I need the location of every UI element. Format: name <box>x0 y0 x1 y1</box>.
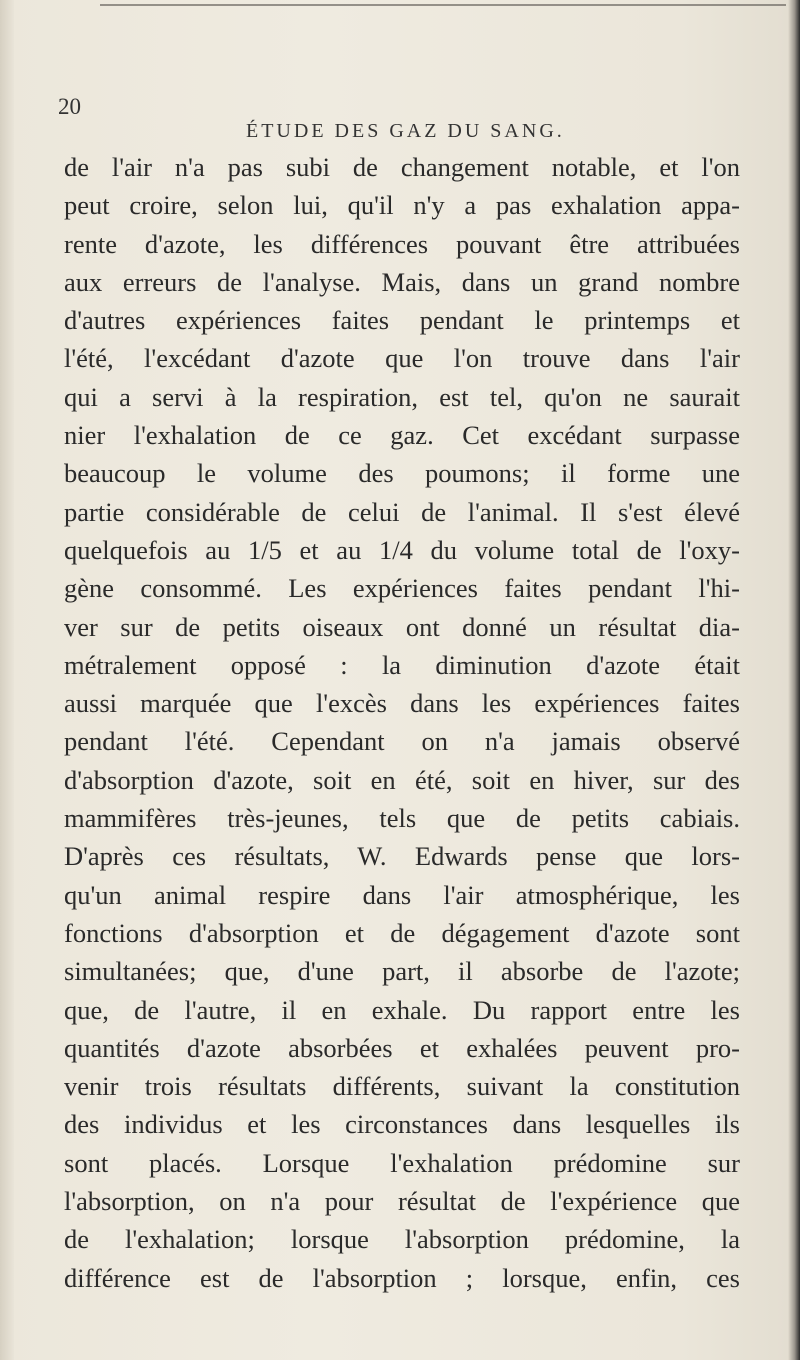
text-line: qu'un animal respire dans l'air atmosphérique, les <box>64 879 740 910</box>
text-line: pendant l'été. Cependant on n'a jamais observé <box>64 726 740 757</box>
text-line: gène consommé. Les expériences faites pendant l'hi- <box>64 573 740 604</box>
page-number: 20 <box>58 94 81 119</box>
page-top-edge <box>100 4 786 6</box>
text-line: beaucoup le volume des poumons; il forme une <box>64 458 740 489</box>
text-line: rente d'azote, les différences pouvant être attribuées <box>64 228 740 259</box>
text-line: de l'exhalation; lorsque l'absorption prédomine, la <box>64 1224 740 1255</box>
text-line: métralement opposé : la diminution d'azote était <box>64 649 740 680</box>
text-line: des individus et les circonstances dans lesquelles ils <box>64 1109 740 1140</box>
page-binding-shadow <box>788 0 800 1360</box>
text-line: différence est de l'absorption ; lorsque, enfin, ces <box>64 1262 740 1293</box>
text-line: ver sur de petits oiseaux ont donné un résultat dia- <box>64 611 740 642</box>
running-head: ÉTUDE DES GAZ DU SANG. <box>246 120 565 142</box>
text-line: sont placés. Lorsque l'exhalation prédomine sur <box>64 1147 740 1178</box>
body-text <box>64 148 740 1297</box>
text-line: partie considérable de celui de l'animal. Il s'est élevé <box>64 496 740 527</box>
text-line: nier l'exhalation de ce gaz. Cet excédant surpasse <box>64 420 740 451</box>
text-line: D'après ces résultats, W. Edwards pense que lors- <box>64 841 740 872</box>
text-line: venir trois résultats différents, suivant la constitution <box>64 1071 740 1102</box>
text-line: d'autres expériences faites pendant le printemps et <box>64 305 740 336</box>
text-line: de l'air n'a pas subi de changement notable, et l'on <box>64 152 740 182</box>
page-left-edge <box>0 0 14 1360</box>
text-line: quantités d'azote absorbées et exhalées peuvent pro- <box>64 1032 740 1063</box>
text-line: que, de l'autre, il en exhale. Du rapport entre les <box>64 994 740 1025</box>
text-line: qui a servi à la respiration, est tel, qu'on ne saurait <box>64 381 740 412</box>
text-line: l'absorption, on n'a pour résultat de l'expérience que <box>64 1186 740 1217</box>
text-line: d'absorption d'azote, soit en été, soit en hiver, sur des <box>64 764 740 795</box>
text-line: l'été, l'excédant d'azote que l'on trouve dans l'air <box>64 343 740 374</box>
text-line: peut croire, selon lui, qu'il n'y a pas exhalation appa- <box>64 190 740 221</box>
text-line: fonctions d'absorption et de dégagement d'azote sont <box>64 917 740 948</box>
text-line: simultanées; que, d'une part, il absorbe de l'azote; <box>64 956 740 987</box>
text-line: aux erreurs de l'analyse. Mais, dans un grand nombre <box>64 266 740 297</box>
text-line: quelquefois au 1/5 et au 1/4 du volume total de l'oxy- <box>64 534 740 565</box>
text-line: aussi marquée que l'excès dans les expériences faites <box>64 688 740 719</box>
text-line: mammifères très-jeunes, tels que de petits cabiais. <box>64 803 740 834</box>
